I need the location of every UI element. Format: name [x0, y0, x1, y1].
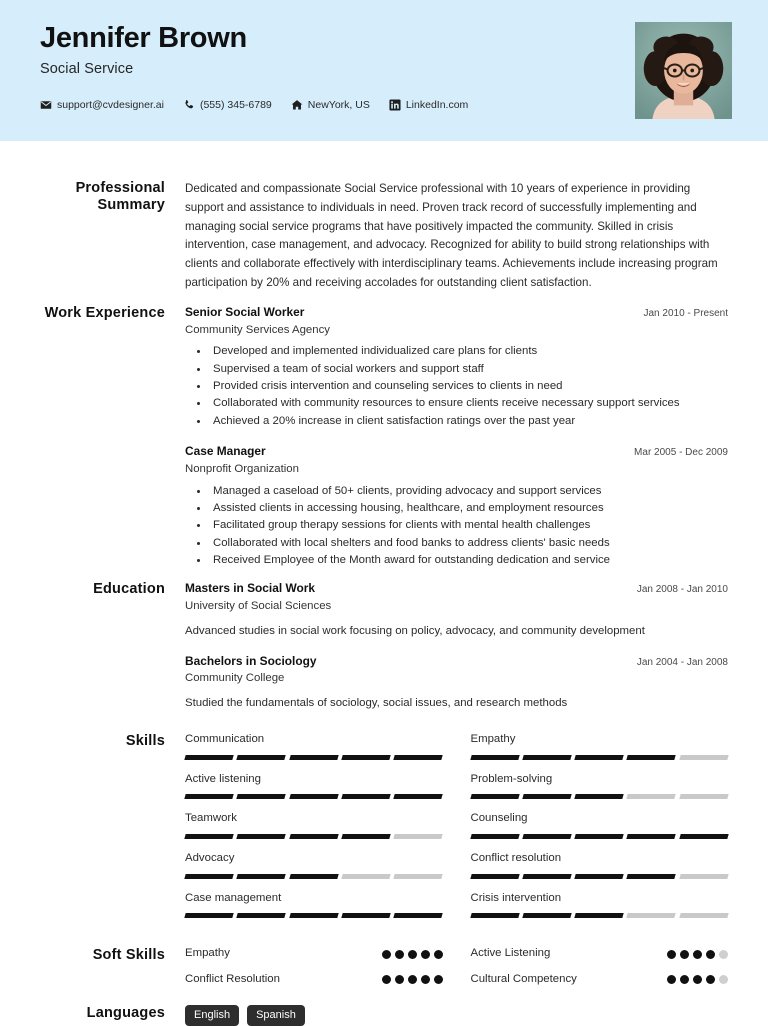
skill-level-segment — [522, 834, 572, 839]
skill-level-segment — [184, 874, 234, 879]
skill-name: Problem-solving — [470, 772, 553, 785]
work-org: Nonprofit Organization — [185, 462, 299, 475]
contact-email[interactable] — [40, 99, 164, 111]
rating-dot — [693, 975, 702, 984]
rating-dot — [421, 975, 430, 984]
rating-dot — [408, 975, 417, 984]
rating-dot — [421, 950, 430, 959]
skill-name: Case management — [185, 891, 282, 904]
languages-row — [185, 1005, 728, 1026]
skill-level-segment — [627, 874, 677, 879]
skill-level-bar — [185, 913, 443, 918]
skill-level-segment — [470, 913, 520, 918]
section-label-work: Work Experience — [44, 304, 165, 321]
section-label-summary: Professional Summary — [75, 180, 165, 214]
section-education — [40, 581, 728, 711]
work-bullets — [185, 483, 728, 570]
list-item: • Collaborated with community resources to ensure clients receive necessary support services — [209, 395, 728, 412]
skill-name: Empathy — [470, 732, 516, 745]
skill-level-segment — [522, 913, 572, 918]
skill-level-bar — [471, 874, 729, 879]
skill-level-segment — [237, 834, 287, 839]
work-title: Senior Social Worker — [185, 304, 305, 319]
contact-linkedin[interactable] — [389, 99, 468, 111]
candidate-job-title: Social Service — [40, 61, 134, 78]
skill-level-segment — [341, 834, 391, 839]
skill-item — [185, 812, 443, 852]
candidate-name: Jennifer Brown — [40, 22, 247, 54]
rating-dot — [434, 975, 443, 984]
skill-level-segment — [289, 874, 339, 879]
envelope-icon — [40, 99, 52, 111]
skill-level-segment — [341, 755, 391, 760]
skill-level-segment — [237, 755, 287, 760]
skill-item — [471, 852, 729, 892]
language-tag: English — [185, 1005, 239, 1026]
education-entries — [185, 581, 728, 711]
skill-level-segment — [574, 834, 624, 839]
work-entry — [185, 305, 728, 430]
skill-item — [185, 733, 443, 773]
contact-phone[interactable] — [183, 99, 272, 111]
work-entry — [185, 444, 728, 569]
skill-level-segment — [237, 913, 287, 918]
linkedin-icon — [389, 99, 401, 111]
home-icon — [291, 99, 303, 111]
skill-level-segment — [574, 913, 624, 918]
section-label-soft-skills: Soft Skills — [92, 947, 165, 964]
skill-level-segment — [627, 794, 677, 799]
skill-level-segment — [289, 834, 339, 839]
contact-row — [40, 99, 728, 111]
work-bullets — [185, 343, 728, 430]
skill-level-segment — [522, 794, 572, 799]
skill-level-segment — [393, 834, 443, 839]
skill-level-segment — [522, 874, 572, 879]
education-school: University of Social Sciences — [185, 600, 332, 613]
skill-name: Crisis intervention — [470, 891, 562, 904]
list-item: • Managed a caseload of 50+ clients, providing advocacy and support services — [209, 483, 728, 500]
section-soft-skills — [40, 947, 728, 986]
rating-dot — [706, 950, 715, 959]
list-item: • Collaborated with local shelters and food banks to address clients' basic needs — [209, 535, 728, 552]
skill-level-segment — [289, 794, 339, 799]
skill-level-segment — [470, 874, 520, 879]
skill-level-segment — [627, 834, 677, 839]
skill-level-segment — [341, 794, 391, 799]
skill-name: Advocacy — [185, 851, 235, 864]
work-entries — [185, 305, 728, 570]
skill-level-segment — [627, 913, 677, 918]
section-work-experience — [40, 305, 728, 570]
skill-item — [471, 892, 729, 932]
contact-location-text: NewYork, US — [307, 99, 370, 112]
skill-level-bar — [471, 834, 729, 839]
soft-skill-rating — [667, 950, 728, 959]
skill-name: Conflict resolution — [470, 851, 562, 864]
list-item: • Achieved a 20% increase in client satisfaction ratings over the past year — [209, 413, 728, 430]
skill-level-segment — [393, 755, 443, 760]
soft-skills-grid — [185, 947, 728, 986]
language-tag: Spanish — [247, 1005, 305, 1026]
section-label-languages: Languages — [86, 1004, 165, 1021]
skill-level-segment — [184, 913, 234, 918]
section-professional-summary — [40, 180, 728, 293]
rating-dot — [382, 975, 391, 984]
rating-dot — [382, 950, 391, 959]
skill-level-segment — [341, 913, 391, 918]
skill-level-bar — [185, 874, 443, 879]
skill-item — [471, 773, 729, 813]
list-item: • Provided crisis intervention and counseling services to clients in need — [209, 378, 728, 395]
skill-level-bar — [471, 755, 729, 760]
skill-item — [471, 812, 729, 852]
skill-level-segment — [184, 834, 234, 839]
skill-level-segment — [574, 874, 624, 879]
skill-item — [185, 852, 443, 892]
skill-item — [185, 773, 443, 813]
skill-level-segment — [470, 794, 520, 799]
skill-name: Communication — [185, 732, 265, 745]
rating-dot — [408, 950, 417, 959]
skill-level-bar — [185, 755, 443, 760]
skill-level-bar — [185, 794, 443, 799]
skill-name: Teamwork — [185, 812, 237, 825]
skill-level-segment — [679, 874, 729, 879]
avatar — [635, 22, 732, 119]
soft-skill-name: Conflict Resolution — [185, 972, 280, 985]
work-date: Mar 2005 - Dec 2009 — [634, 447, 728, 459]
skill-level-segment — [679, 913, 729, 918]
soft-skill-name: Active Listening — [470, 947, 551, 960]
skill-level-segment — [679, 794, 729, 799]
skill-level-segment — [470, 755, 520, 760]
section-languages — [40, 1005, 728, 1026]
education-degree: Masters in Social Work — [185, 581, 315, 596]
soft-skill-rating — [667, 975, 728, 984]
rating-dot — [395, 950, 404, 959]
section-label-education: Education — [93, 581, 165, 598]
rating-dot — [680, 975, 689, 984]
list-item: • Facilitated group therapy sessions for clients with mental health challenges — [209, 517, 728, 534]
skill-level-segment — [393, 794, 443, 799]
skill-level-bar — [471, 913, 729, 918]
rating-dot — [719, 975, 728, 984]
rating-dot — [719, 950, 728, 959]
list-item: • Supervised a team of social workers and support staff — [209, 361, 728, 378]
list-item: • Assisted clients in accessing housing, healthcare, and employment resources — [209, 500, 728, 517]
soft-skill-item — [471, 973, 729, 987]
education-date: Jan 2004 - Jan 2008 — [636, 656, 728, 668]
skill-level-segment — [470, 834, 520, 839]
soft-skill-item — [185, 947, 443, 961]
contact-email-text: support@cvdesigner.ai — [57, 99, 164, 112]
education-entry — [185, 581, 728, 639]
skill-level-bar — [471, 794, 729, 799]
education-date: Jan 2008 - Jan 2010 — [636, 584, 728, 596]
skill-level-segment — [574, 794, 624, 799]
soft-skill-item — [185, 973, 443, 987]
skill-level-segment — [341, 874, 391, 879]
skill-level-segment — [393, 874, 443, 879]
skill-level-segment — [289, 913, 339, 918]
skill-level-segment — [679, 755, 729, 760]
skill-level-segment — [393, 913, 443, 918]
skill-name: Counseling — [470, 812, 528, 825]
summary-text: Dedicated and compassionate Social Service professional with 10 years of experience in providing support and assistance to individuals in need. Proven track record of successfully implementing and managing social service programs that have positively impacted the community. Skilled in crisis intervention, case management, and advocacy. Recognized for ability to build strong relationships with clients and collaborate effectively with interdisciplinary teams. Achievements include increasing program participation by 20% and receiving accolades for outstanding client satisfaction. — [185, 182, 718, 289]
resume-header — [0, 0, 768, 141]
skill-item — [471, 733, 729, 773]
contact-linkedin-text: LinkedIn.com — [405, 99, 469, 112]
contact-phone-text: (555) 345-6789 — [199, 99, 272, 112]
education-degree: Bachelors in Sociology — [185, 653, 317, 668]
education-description: Studied the fundamentals of sociology, social issues, and research methods — [185, 697, 568, 710]
skill-name: Active listening — [185, 772, 261, 785]
phone-icon — [183, 99, 195, 111]
soft-skill-item — [471, 947, 729, 961]
rating-dot — [706, 975, 715, 984]
skill-level-segment — [184, 755, 234, 760]
rating-dot — [693, 950, 702, 959]
work-title: Case Manager — [185, 444, 266, 459]
skill-level-segment — [237, 794, 287, 799]
list-item: • Received Employee of the Month award for outstanding dedication and service — [209, 552, 728, 569]
skill-level-segment — [289, 755, 339, 760]
soft-skill-rating — [382, 950, 443, 959]
rating-dot — [680, 950, 689, 959]
skill-level-segment — [184, 794, 234, 799]
rating-dot — [434, 950, 443, 959]
soft-skill-name: Cultural Competency — [470, 972, 577, 985]
work-org: Community Services Agency — [185, 323, 330, 336]
skill-level-segment — [679, 834, 729, 839]
education-entry — [185, 654, 728, 712]
rating-dot — [395, 975, 404, 984]
skill-item — [185, 892, 443, 932]
skills-grid — [185, 733, 728, 931]
skill-level-segment — [522, 755, 572, 760]
section-skills — [40, 733, 728, 931]
work-date: Jan 2010 - Present — [643, 307, 728, 319]
soft-skill-rating — [382, 975, 443, 984]
skill-level-segment — [627, 755, 677, 760]
section-label-skills: Skills — [125, 732, 165, 749]
rating-dot — [667, 950, 676, 959]
contact-location[interactable] — [291, 99, 370, 111]
rating-dot — [667, 975, 676, 984]
soft-skill-name: Empathy — [185, 947, 230, 960]
resume-body — [0, 180, 768, 1026]
skill-level-segment — [574, 755, 624, 760]
skill-level-segment — [237, 874, 287, 879]
skill-level-bar — [185, 834, 443, 839]
list-item: • Developed and implemented individualized care plans for clients — [209, 343, 728, 360]
education-school: Community College — [185, 672, 285, 685]
education-description: Advanced studies in social work focusing on policy, advocacy, and community development — [185, 625, 645, 638]
